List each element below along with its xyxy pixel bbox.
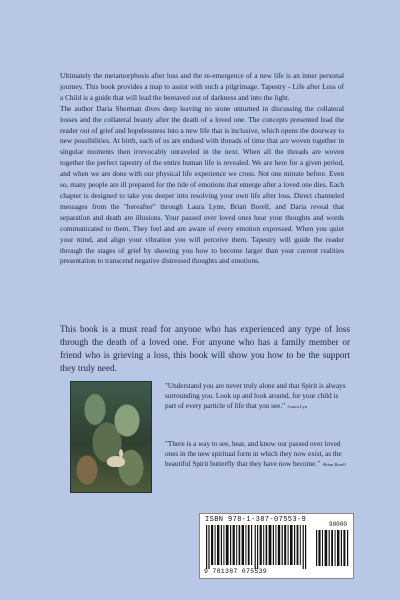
blurb-paragraph: Ultimately the metamorphosis after loss and the re-emergence of a new life is an inner personal journey. This book provides a map to assist with such a pilgrimage. Tapestry - Life after Loss of a Child is a guide that will lead the bereaved out of darkness and into the light. xyxy=(60,71,344,102)
rabbit-figure xyxy=(107,456,125,467)
quote-brian-borell xyxy=(165,440,349,469)
tapestry-artwork xyxy=(70,381,152,493)
ean-digits: 9 781387 075539 xyxy=(204,568,268,575)
quote-laura-lyn xyxy=(165,382,349,411)
price-bars xyxy=(316,530,350,566)
isbn-label: ISBN 978-1-387-07553-9 xyxy=(205,516,307,524)
blurb-text xyxy=(60,71,344,267)
quote-attribution: -Laura Lyn xyxy=(286,403,308,409)
ean-bars xyxy=(206,525,310,569)
price-code: 90000 xyxy=(328,521,347,528)
quote-attribution: -Brian Borell xyxy=(321,461,346,467)
quote-text: "There is a way to see, hear, and know our passed over loved ones in the new spiritual form in which they now exist, as the beautiful Spirit butterfly that they have now become." xyxy=(165,440,342,468)
quote-text: "Understand you are never truly alone and that Spirit is always surrounding you. Look up and look around, for your child is part of every particle of life that you see." xyxy=(165,382,346,410)
highlight-paragraph: This book is a must read for anyone who has experienced any type of loss through the death of a loved one. For anyone who has a family member or friend who is grieving a loss, this book will show you how to be the support they truly need. xyxy=(60,324,350,373)
blurb-paragraph: The author Daria Sherman dives deep leaving no stone unturned in discussing the collateral losses and the collateral beauty after the death of a loved one. The concepts presented lead the reader out of grief and hopelessness into a new life that is inclusive, which opens the doorway to new possibilities. At birth, each of us are endued with threads of time that are woven together in singular moments then irrevocably unraveled in the next. When all the threads are woven together the perfect tapestry of the entire human life is revealed. We are here for a given period, and when we are done with our physical life experience we cross. Not one minute before. Even so, many people are ill prepared for the tide of emotions that emerge after a loved one dies. Each chapter is designed to take you deeper into resolving your own life after loss. Direct channeled messages from the "hereafter" through Laura Lynn, Brian Borell, and Daria reveal that separation and death are illusions. Your passed over loved ones hear your thoughts and words communicated to them. They feel and are aware of every emotion expressed. When you quiet your mind, and align your vibration you will perceive them. Tapestry will guide the reader through the stages of grief by showing you how to become larger than your current realities presentation to transcend negative distressed thoughts and emotions. xyxy=(60,103,344,266)
isbn-barcode xyxy=(199,513,354,579)
